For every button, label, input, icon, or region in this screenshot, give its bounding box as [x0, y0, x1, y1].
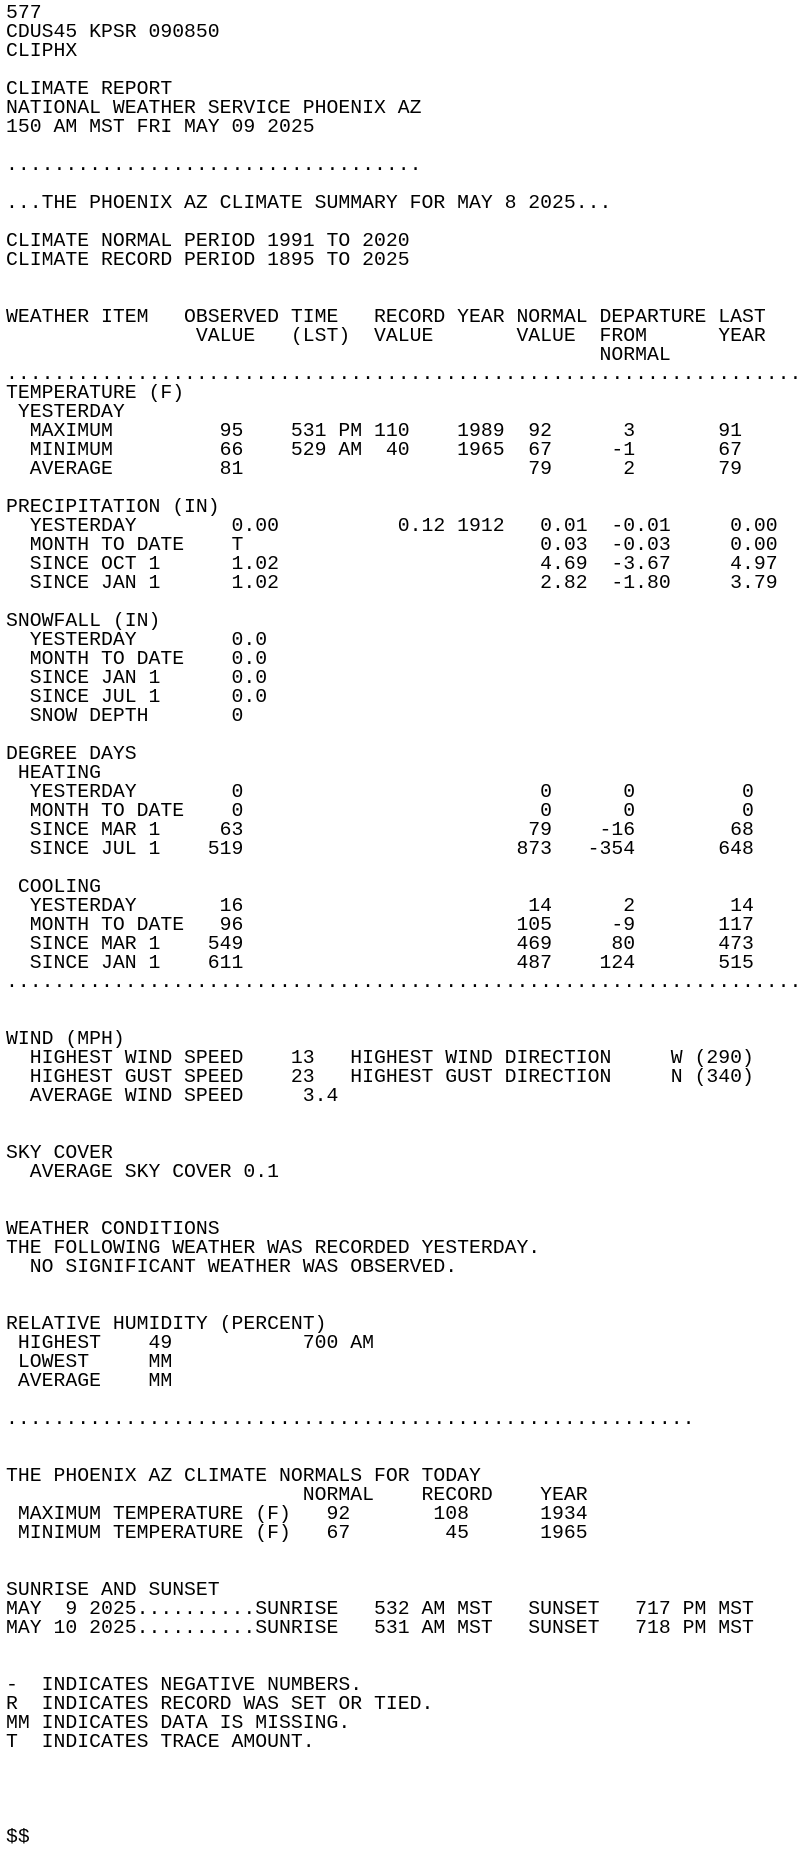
report-line: MONTH TO DATE 0.0	[6, 648, 268, 670]
report-line: CDUS45 KPSR 090850	[6, 21, 220, 43]
report-line: AVERAGE 81 79 2 79	[6, 458, 742, 480]
report-line: MAXIMUM 95 531 PM 110 1989 92 3 91	[6, 420, 742, 442]
report-line: R INDICATES RECORD WAS SET OR TIED.	[6, 1693, 434, 1715]
report-line: MM INDICATES DATA IS MISSING.	[6, 1712, 351, 1734]
report-line: HEATING	[6, 762, 101, 784]
report-line: HIGHEST WIND SPEED 13 HIGHEST WIND DIRECTION W (290)	[6, 1047, 754, 1069]
report-line	[6, 1125, 810, 1144]
report-line: MONTH TO DATE 96 105 -9 117	[6, 914, 754, 936]
report-line: WIND (MPH)	[6, 1028, 125, 1050]
report-line	[6, 1429, 810, 1448]
report-line: THE FOLLOWING WEATHER WAS RECORDED YESTERDAY.	[6, 1237, 541, 1259]
report-line: MINIMUM TEMPERATURE (F) 67 45 1965	[6, 1522, 588, 1544]
report-line	[6, 1790, 810, 1809]
report-line	[6, 270, 810, 289]
report-line: SINCE JAN 1 611 487 124 515	[6, 952, 754, 974]
report-line: LOWEST MM	[6, 1351, 173, 1373]
report-line: $$	[6, 1826, 30, 1847]
report-line: NO SIGNIFICANT WEATHER WAS OBSERVED.	[6, 1256, 458, 1278]
report-line: NORMAL	[6, 344, 671, 366]
report-line	[6, 1277, 810, 1296]
report-line: MAY 9 2025..........SUNRISE 532 AM MST SUNSET 717 PM MST	[6, 1598, 754, 1620]
report-line: WEATHER ITEM OBSERVED TIME RECORD YEAR NORMAL DEPARTURE LAST	[6, 306, 766, 328]
report-line: YESTERDAY 0.00 0.12 1912 0.01 -0.01 0.00	[6, 515, 778, 537]
report-line: YESTERDAY 0.0	[6, 629, 268, 651]
report-line	[6, 1011, 810, 1030]
report-line	[6, 1106, 810, 1125]
report-line: MINIMUM 66 529 AM 40 1965 67 -1 67	[6, 439, 742, 461]
report-line: SINCE JUL 1 519 873 -354 648	[6, 838, 754, 860]
report-line: TEMPERATURE (F)	[6, 382, 185, 404]
report-line: SINCE MAR 1 549 469 80 473	[6, 933, 754, 955]
report-line: DEGREE DAYS	[6, 743, 137, 765]
report-line: AVERAGE MM	[6, 1370, 173, 1392]
report-line: AVERAGE SKY COVER 0.1	[6, 1161, 280, 1183]
report-line: AVERAGE WIND SPEED 3.4	[6, 1085, 339, 1107]
report-line: YESTERDAY	[6, 401, 125, 423]
report-line: ...................................................................	[6, 971, 802, 993]
report-line: ...................................	[6, 154, 422, 176]
report-line: SINCE JAN 1 0.0	[6, 667, 268, 689]
report-line: MAY 10 2025..........SUNRISE 531 AM MST SUNSET 718 PM MST	[6, 1617, 754, 1639]
report-line	[6, 1182, 810, 1201]
report-line: HIGHEST 49 700 AM	[6, 1332, 374, 1354]
report-line: MAXIMUM TEMPERATURE (F) 92 108 1934	[6, 1503, 588, 1525]
report-line: T INDICATES TRACE AMOUNT.	[6, 1731, 315, 1753]
report-line	[6, 1543, 810, 1562]
report-line: ...THE PHOENIX AZ CLIMATE SUMMARY FOR MAY 8 2025...	[6, 192, 612, 214]
report-line: NORMAL RECORD YEAR	[6, 1484, 588, 1506]
report-line	[6, 992, 810, 1011]
report-line	[6, 1752, 810, 1771]
report-line: MONTH TO DATE T 0.03 -0.03 0.00	[6, 534, 778, 556]
report-line: HIGHEST GUST SPEED 23 HIGHEST GUST DIRECTION N (340)	[6, 1066, 754, 1088]
report-line: COOLING	[6, 876, 101, 898]
report-line	[6, 1638, 810, 1657]
report-line: PRECIPITATION (IN)	[6, 496, 220, 518]
report-line	[6, 1809, 810, 1828]
report-line: SKY COVER	[6, 1142, 113, 1164]
report-line: SNOWFALL (IN)	[6, 610, 161, 632]
report-line: SINCE MAR 1 63 79 -16 68	[6, 819, 754, 841]
report-line: YESTERDAY 16 14 2 14	[6, 895, 754, 917]
report-line: SNOW DEPTH 0	[6, 705, 244, 727]
report-line: 150 AM MST FRI MAY 09 2025	[6, 116, 315, 138]
report-line: ...................................................................	[6, 363, 802, 385]
report-line: SINCE OCT 1 1.02 4.69 -3.67 4.97	[6, 553, 778, 575]
report-line: CLIMATE REPORT	[6, 78, 173, 100]
report-line: 577	[6, 2, 42, 24]
report-line: VALUE (LST) VALUE VALUE FROM YEAR	[6, 325, 766, 347]
report-line: CLIPHX	[6, 40, 78, 62]
report-line: CLIMATE RECORD PERIOD 1895 TO 2025	[6, 249, 410, 271]
report-line	[6, 859, 810, 878]
report-line: THE PHOENIX AZ CLIMATE NORMALS FOR TODAY	[6, 1465, 481, 1487]
report-line: SINCE JUL 1 0.0	[6, 686, 268, 708]
report-line: WEATHER CONDITIONS	[6, 1218, 220, 1240]
report-line: RELATIVE HUMIDITY (PERCENT)	[6, 1313, 327, 1335]
report-line: MONTH TO DATE 0 0 0 0	[6, 800, 754, 822]
report-line: ..........................................................	[6, 1408, 695, 1430]
report-line: YESTERDAY 0 0 0 0	[6, 781, 754, 803]
report-line: - INDICATES NEGATIVE NUMBERS.	[6, 1674, 363, 1696]
report-line: SUNRISE AND SUNSET	[6, 1579, 220, 1601]
report-line: NATIONAL WEATHER SERVICE PHOENIX AZ	[6, 97, 422, 119]
report-line: SINCE JAN 1 1.02 2.82 -1.80 3.79	[6, 572, 778, 594]
report-line: CLIMATE NORMAL PERIOD 1991 TO 2020	[6, 230, 410, 252]
report-line	[6, 1771, 810, 1790]
